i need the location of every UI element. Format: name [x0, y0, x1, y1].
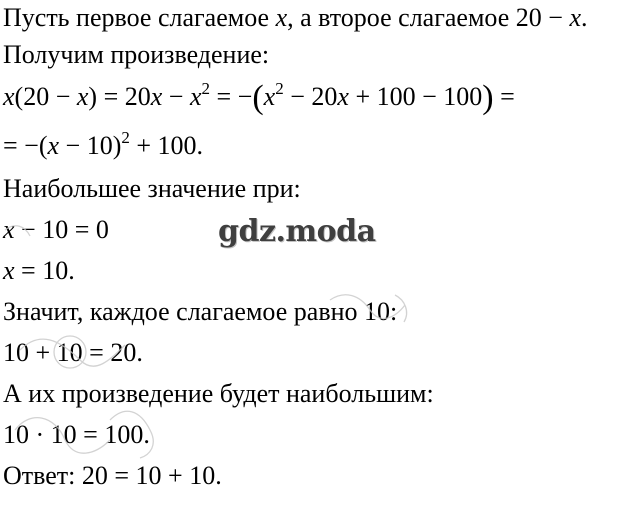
line-3-equation: [3, 79, 515, 116]
line-12-answer: [3, 461, 222, 491]
eq-part: = −: [210, 82, 253, 111]
line-11-equation: [3, 420, 150, 450]
var-x: x: [150, 82, 163, 111]
eq-part: + 100 − 100: [348, 82, 483, 111]
var-x: x: [3, 82, 15, 111]
eq-part: =: [493, 82, 515, 111]
line-4-equation: [3, 128, 204, 161]
var-x: x: [189, 82, 202, 111]
line-2: [3, 40, 269, 70]
line-11-text: 10 · 10 = 100.: [3, 420, 150, 449]
eq-part: − 10 = 0: [14, 215, 109, 244]
line-7-equation: [3, 256, 75, 286]
eq-part: = 10.: [14, 256, 75, 285]
line-1-part-c: .: [580, 3, 588, 32]
line-1: [3, 3, 587, 33]
line-1-part-a: Пусть первое слагаемое: [3, 3, 276, 32]
line-1-part-b: , а второе слагаемое 20 −: [287, 3, 570, 32]
eq-part: − 20: [283, 82, 338, 111]
eq-part: = −(: [3, 131, 48, 160]
line-5-text: Наибольшее значение при:: [3, 174, 301, 203]
line-10-text: А их произведение будет наибольшим:: [3, 379, 434, 408]
line-2-text: Получим произведение:: [3, 40, 270, 69]
eq-part: − 10): [59, 131, 122, 160]
line-9-equation: [3, 338, 143, 368]
line-12-text: Ответ: 20 = 10 + 10.: [3, 461, 222, 490]
exponent: 2: [201, 79, 211, 98]
var-x: x: [263, 82, 276, 111]
line-6-equation: [3, 215, 109, 245]
eq-part: ) = 20: [88, 82, 151, 111]
line-5: [3, 174, 301, 204]
var-x: x: [569, 3, 581, 32]
line-8-text: Значит, каждое слагаемое равно 10:: [3, 297, 398, 326]
var-x: x: [275, 3, 288, 32]
exponent: 2: [121, 128, 130, 147]
var-x: x: [337, 82, 349, 111]
line-8: [3, 297, 397, 327]
line-9-text: 10 + 10 = 20.: [3, 338, 143, 367]
var-x: x: [76, 82, 89, 111]
var-x: x: [3, 215, 15, 244]
eq-part: −: [162, 82, 190, 111]
exponent: 2: [275, 79, 284, 98]
paren-close: ): [482, 79, 494, 116]
var-x: x: [3, 256, 15, 285]
paren-open: (: [252, 79, 264, 116]
eq-part: + 100.: [129, 131, 204, 160]
watermark-logo: gdz.moda: [218, 214, 376, 249]
var-x: x: [47, 131, 60, 160]
eq-part: (20 −: [14, 82, 77, 111]
line-10: [3, 379, 434, 409]
